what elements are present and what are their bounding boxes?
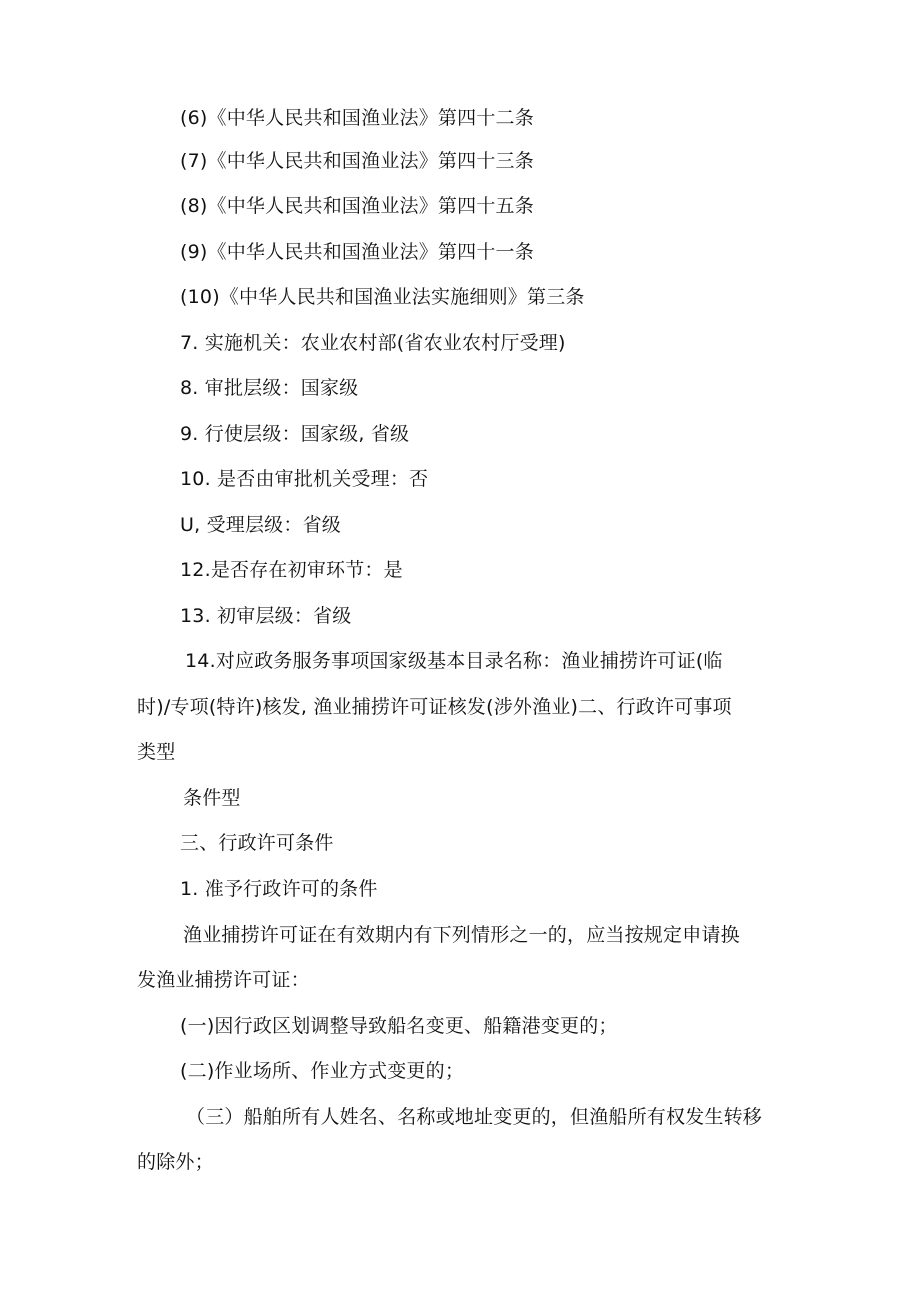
text-line-acceptance-level: U, 受理层级：省级 <box>180 514 341 536</box>
text-line-preliminary-review: 12.是否存在初审环节：是 <box>180 559 403 581</box>
subsection-heading-grant-conditions: 1. 准予行政许可的条件 <box>180 878 378 900</box>
text-line-basis-7: (7)《中华人民共和国渔业法》第四十三条 <box>180 150 534 172</box>
text-line-basis-8: (8)《中华人民共和国渔业法》第四十五条 <box>180 195 534 217</box>
text-line-type-value: 条件型 <box>183 787 241 809</box>
list-item-3-cont: 的除外； <box>137 1151 214 1173</box>
text-line-basis-10: (10)《中华人民共和国渔业法实施细则》第三条 <box>180 286 585 308</box>
text-line-basis-6: (6)《中华人民共和国渔业法》第四十二条 <box>180 107 534 129</box>
list-item-2: (二)作业场所、作业方式变更的； <box>180 1060 465 1082</box>
list-item-1: (一)因行政区划调整导致船名变更、船籍港变更的； <box>180 1015 618 1037</box>
text-line-renewal-intro: 渔业捕捞许可证在有效期内有下列情形之一的，应当按规定申请换 <box>183 924 740 946</box>
text-line-accepted-by-approver: 10. 是否由审批机关受理：否 <box>180 468 429 490</box>
text-line-catalog-name: 14.对应政务服务事项国家级基本目录名称：渔业捕捞许可证(临 <box>185 650 723 672</box>
section-heading-conditions: 三、行政许可条件 <box>180 832 334 854</box>
text-line-basis-9: (9)《中华人民共和国渔业法》第四十一条 <box>180 241 534 263</box>
text-line-catalog-name-cont: 时)/专项(特许)核发, 渔业捕捞许可证核发(涉外渔业)二、行政许可事项 <box>137 696 732 718</box>
text-line-implementing-agency: 7. 实施机关：农业农村部(省农业农村厅受理) <box>180 332 566 354</box>
text-line-preliminary-level: 13. 初审层级：省级 <box>180 605 352 627</box>
text-line-type-heading-end: 类型 <box>137 741 176 763</box>
text-line-approval-level: 8. 审批层级：国家级 <box>180 377 359 399</box>
text-line-renewal-intro-cont: 发渔业捕捞许可证： <box>137 969 310 991</box>
list-item-3: （三）船舶所有人姓名、名称或地址变更的，但渔船所有权发生转移 <box>186 1106 763 1128</box>
text-line-exercise-level: 9. 行使层级：国家级, 省级 <box>180 423 410 445</box>
